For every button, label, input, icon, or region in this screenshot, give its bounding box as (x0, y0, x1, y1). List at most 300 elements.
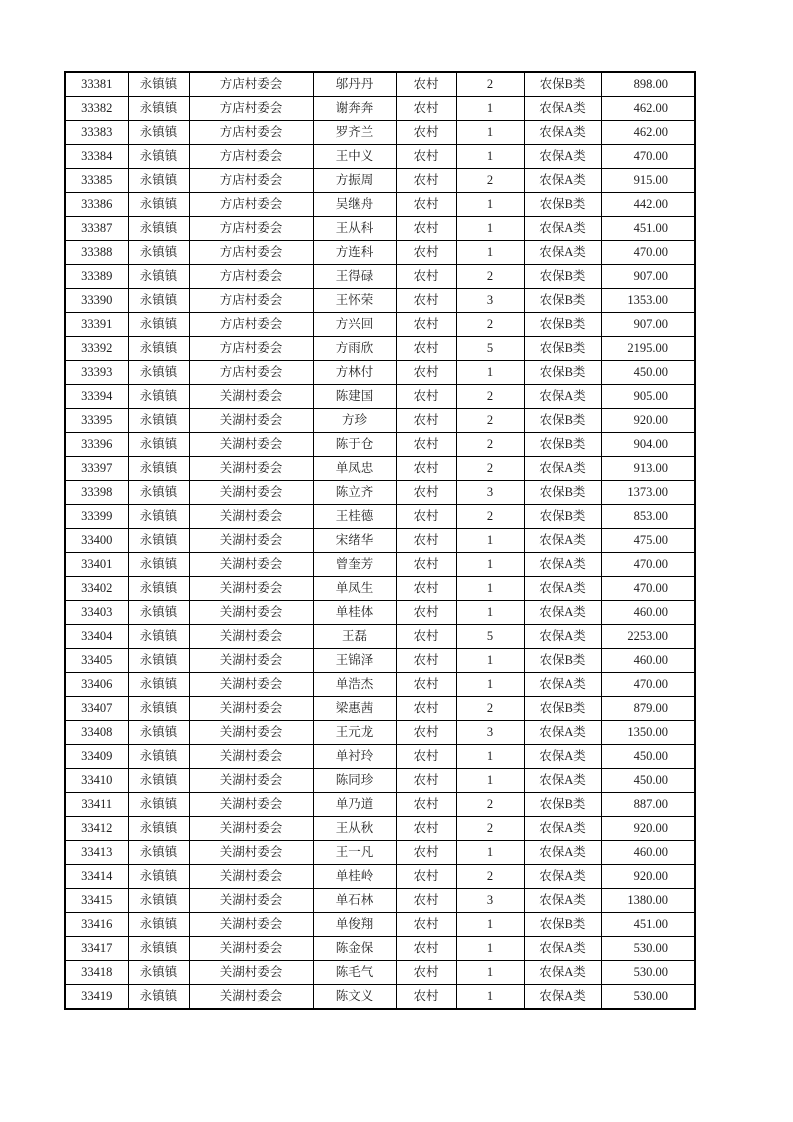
cell-count: 1 (456, 97, 524, 121)
cell-committee: 关湖村委会 (189, 913, 313, 937)
cell-count: 2 (456, 313, 524, 337)
cell-town: 永镇镇 (128, 241, 189, 265)
table-row (65, 97, 695, 121)
cell-count: 1 (456, 745, 524, 769)
cell-count: 1 (456, 961, 524, 985)
cell-town: 永镇镇 (128, 433, 189, 457)
cell-amount: 451.00 (601, 913, 695, 937)
cell-committee: 关湖村委会 (189, 769, 313, 793)
cell-count: 5 (456, 337, 524, 361)
table-row (65, 697, 695, 721)
cell-committee: 关湖村委会 (189, 745, 313, 769)
cell-amount: 904.00 (601, 433, 695, 457)
table-row (65, 193, 695, 217)
cell-amount: 462.00 (601, 97, 695, 121)
cell-id: 33400 (65, 529, 128, 553)
cell-amount: 450.00 (601, 745, 695, 769)
cell-committee: 方店村委会 (189, 97, 313, 121)
cell-type: 农保A类 (524, 865, 601, 889)
cell-count: 1 (456, 841, 524, 865)
cell-count: 1 (456, 361, 524, 385)
cell-residence: 农村 (396, 409, 456, 433)
cell-count: 1 (456, 649, 524, 673)
cell-town: 永镇镇 (128, 817, 189, 841)
cell-type: 农保B类 (524, 289, 601, 313)
cell-name: 单浩杰 (313, 673, 396, 697)
cell-id: 33408 (65, 721, 128, 745)
cell-count: 2 (456, 409, 524, 433)
cell-town: 永镇镇 (128, 697, 189, 721)
cell-count: 1 (456, 217, 524, 241)
table-row (65, 457, 695, 481)
cell-amount: 442.00 (601, 193, 695, 217)
cell-committee: 方店村委会 (189, 217, 313, 241)
cell-amount: 920.00 (601, 409, 695, 433)
cell-committee: 关湖村委会 (189, 817, 313, 841)
cell-id: 33418 (65, 961, 128, 985)
cell-name: 单衬玲 (313, 745, 396, 769)
roster-table-body (65, 72, 695, 1009)
table-row (65, 265, 695, 289)
cell-id: 33410 (65, 769, 128, 793)
cell-residence: 农村 (396, 937, 456, 961)
table-row (65, 385, 695, 409)
cell-id: 33416 (65, 913, 128, 937)
cell-id: 33412 (65, 817, 128, 841)
table-row (65, 865, 695, 889)
cell-id: 33396 (65, 433, 128, 457)
cell-type: 农保A类 (524, 985, 601, 1010)
cell-count: 1 (456, 529, 524, 553)
cell-committee: 方店村委会 (189, 289, 313, 313)
cell-name: 王元龙 (313, 721, 396, 745)
cell-type: 农保A类 (524, 889, 601, 913)
cell-type: 农保A类 (524, 553, 601, 577)
cell-count: 3 (456, 889, 524, 913)
cell-type: 农保A类 (524, 601, 601, 625)
cell-count: 1 (456, 241, 524, 265)
cell-type: 农保B类 (524, 913, 601, 937)
cell-residence: 农村 (396, 481, 456, 505)
cell-count: 1 (456, 601, 524, 625)
cell-id: 33394 (65, 385, 128, 409)
cell-count: 2 (456, 697, 524, 721)
cell-committee: 关湖村委会 (189, 937, 313, 961)
cell-amount: 879.00 (601, 697, 695, 721)
cell-town: 永镇镇 (128, 841, 189, 865)
cell-residence: 农村 (396, 289, 456, 313)
cell-type: 农保B类 (524, 505, 601, 529)
cell-id: 33403 (65, 601, 128, 625)
cell-type: 农保A类 (524, 121, 601, 145)
cell-committee: 关湖村委会 (189, 433, 313, 457)
cell-amount: 530.00 (601, 985, 695, 1010)
cell-type: 农保B类 (524, 313, 601, 337)
cell-name: 方雨欣 (313, 337, 396, 361)
cell-committee: 关湖村委会 (189, 505, 313, 529)
cell-id: 33402 (65, 577, 128, 601)
cell-residence: 农村 (396, 577, 456, 601)
cell-town: 永镇镇 (128, 169, 189, 193)
cell-type: 农保B类 (524, 697, 601, 721)
table-row (65, 409, 695, 433)
cell-amount: 920.00 (601, 865, 695, 889)
cell-id: 33395 (65, 409, 128, 433)
cell-type: 农保A类 (524, 673, 601, 697)
table-row (65, 889, 695, 913)
table-row (65, 769, 695, 793)
table-row (65, 145, 695, 169)
cell-name: 方振周 (313, 169, 396, 193)
cell-id: 33413 (65, 841, 128, 865)
cell-town: 永镇镇 (128, 457, 189, 481)
table-row (65, 529, 695, 553)
table-row (65, 433, 695, 457)
table-row (65, 169, 695, 193)
cell-residence: 农村 (396, 913, 456, 937)
cell-town: 永镇镇 (128, 97, 189, 121)
cell-amount: 915.00 (601, 169, 695, 193)
cell-name: 王中义 (313, 145, 396, 169)
cell-id: 33381 (65, 72, 128, 97)
cell-id: 33414 (65, 865, 128, 889)
table-row (65, 793, 695, 817)
table-row (65, 673, 695, 697)
cell-id: 33419 (65, 985, 128, 1010)
cell-name: 王一凡 (313, 841, 396, 865)
cell-id: 33391 (65, 313, 128, 337)
cell-type: 农保A类 (524, 529, 601, 553)
cell-type: 农保B类 (524, 265, 601, 289)
cell-residence: 农村 (396, 697, 456, 721)
cell-committee: 关湖村委会 (189, 481, 313, 505)
cell-committee: 方店村委会 (189, 121, 313, 145)
cell-town: 永镇镇 (128, 865, 189, 889)
cell-id: 33388 (65, 241, 128, 265)
cell-residence: 农村 (396, 865, 456, 889)
cell-id: 33384 (65, 145, 128, 169)
table-row (65, 913, 695, 937)
cell-amount: 2253.00 (601, 625, 695, 649)
cell-type: 农保A类 (524, 721, 601, 745)
cell-name: 单石林 (313, 889, 396, 913)
cell-type: 农保A类 (524, 385, 601, 409)
cell-committee: 关湖村委会 (189, 889, 313, 913)
cell-committee: 关湖村委会 (189, 793, 313, 817)
cell-town: 永镇镇 (128, 769, 189, 793)
cell-residence: 农村 (396, 265, 456, 289)
cell-committee: 方店村委会 (189, 337, 313, 361)
cell-town: 永镇镇 (128, 193, 189, 217)
table-row (65, 553, 695, 577)
cell-amount: 470.00 (601, 241, 695, 265)
cell-count: 3 (456, 721, 524, 745)
cell-id: 33383 (65, 121, 128, 145)
benefit-roster-table (64, 71, 696, 1010)
cell-amount: 475.00 (601, 529, 695, 553)
cell-id: 33382 (65, 97, 128, 121)
cell-id: 33390 (65, 289, 128, 313)
table-row (65, 841, 695, 865)
cell-name: 宋绪华 (313, 529, 396, 553)
cell-count: 1 (456, 193, 524, 217)
cell-town: 永镇镇 (128, 793, 189, 817)
cell-type: 农保A类 (524, 577, 601, 601)
cell-amount: 470.00 (601, 577, 695, 601)
cell-id: 33407 (65, 697, 128, 721)
cell-type: 农保A类 (524, 841, 601, 865)
cell-amount: 887.00 (601, 793, 695, 817)
cell-town: 永镇镇 (128, 529, 189, 553)
cell-id: 33393 (65, 361, 128, 385)
cell-name: 吴继舟 (313, 193, 396, 217)
cell-count: 2 (456, 433, 524, 457)
cell-type: 农保A类 (524, 625, 601, 649)
cell-name: 王从科 (313, 217, 396, 241)
cell-town: 永镇镇 (128, 961, 189, 985)
cell-id: 33397 (65, 457, 128, 481)
table-row (65, 601, 695, 625)
cell-residence: 农村 (396, 169, 456, 193)
cell-name: 单桂岭 (313, 865, 396, 889)
cell-residence: 农村 (396, 625, 456, 649)
cell-type: 农保B类 (524, 793, 601, 817)
cell-town: 永镇镇 (128, 361, 189, 385)
cell-residence: 农村 (396, 553, 456, 577)
cell-amount: 1350.00 (601, 721, 695, 745)
cell-count: 2 (456, 265, 524, 289)
cell-name: 方林付 (313, 361, 396, 385)
cell-committee: 方店村委会 (189, 169, 313, 193)
cell-count: 3 (456, 289, 524, 313)
cell-town: 永镇镇 (128, 385, 189, 409)
cell-residence: 农村 (396, 337, 456, 361)
cell-count: 2 (456, 817, 524, 841)
cell-town: 永镇镇 (128, 937, 189, 961)
table-row (65, 649, 695, 673)
cell-committee: 关湖村委会 (189, 457, 313, 481)
cell-name: 王从秋 (313, 817, 396, 841)
cell-type: 农保A类 (524, 145, 601, 169)
cell-id: 33406 (65, 673, 128, 697)
cell-count: 2 (456, 865, 524, 889)
table-row (65, 313, 695, 337)
cell-type: 农保A类 (524, 457, 601, 481)
cell-name: 梁惠茜 (313, 697, 396, 721)
cell-committee: 关湖村委会 (189, 865, 313, 889)
cell-count: 1 (456, 145, 524, 169)
table-row (65, 985, 695, 1010)
cell-type: 农保A类 (524, 961, 601, 985)
cell-type: 农保B类 (524, 409, 601, 433)
cell-residence: 农村 (396, 889, 456, 913)
cell-id: 33411 (65, 793, 128, 817)
cell-id: 33386 (65, 193, 128, 217)
cell-name: 王怀荣 (313, 289, 396, 313)
cell-id: 33385 (65, 169, 128, 193)
cell-name: 方兴回 (313, 313, 396, 337)
cell-id: 33405 (65, 649, 128, 673)
cell-amount: 450.00 (601, 769, 695, 793)
cell-committee: 方店村委会 (189, 241, 313, 265)
cell-amount: 450.00 (601, 361, 695, 385)
cell-amount: 470.00 (601, 673, 695, 697)
cell-town: 永镇镇 (128, 265, 189, 289)
cell-residence: 农村 (396, 529, 456, 553)
cell-residence: 农村 (396, 97, 456, 121)
cell-residence: 农村 (396, 193, 456, 217)
cell-committee: 关湖村委会 (189, 529, 313, 553)
cell-id: 33415 (65, 889, 128, 913)
table-row (65, 721, 695, 745)
cell-type: 农保B类 (524, 481, 601, 505)
cell-town: 永镇镇 (128, 72, 189, 97)
cell-amount: 913.00 (601, 457, 695, 481)
cell-amount: 462.00 (601, 121, 695, 145)
cell-count: 1 (456, 553, 524, 577)
cell-town: 永镇镇 (128, 337, 189, 361)
cell-count: 2 (456, 793, 524, 817)
cell-name: 陈金保 (313, 937, 396, 961)
cell-committee: 关湖村委会 (189, 385, 313, 409)
cell-town: 永镇镇 (128, 913, 189, 937)
cell-count: 2 (456, 169, 524, 193)
cell-committee: 关湖村委会 (189, 721, 313, 745)
cell-residence: 农村 (396, 673, 456, 697)
cell-type: 农保A类 (524, 169, 601, 193)
cell-name: 王磊 (313, 625, 396, 649)
cell-id: 33399 (65, 505, 128, 529)
table-row (65, 72, 695, 97)
cell-name: 单乃道 (313, 793, 396, 817)
table-row (65, 745, 695, 769)
table-row (65, 361, 695, 385)
table-row (65, 577, 695, 601)
cell-count: 5 (456, 625, 524, 649)
table-row (65, 505, 695, 529)
cell-residence: 农村 (396, 649, 456, 673)
cell-type: 农保A类 (524, 97, 601, 121)
cell-amount: 460.00 (601, 601, 695, 625)
cell-residence: 农村 (396, 793, 456, 817)
cell-type: 农保A类 (524, 937, 601, 961)
cell-id: 33404 (65, 625, 128, 649)
cell-residence: 农村 (396, 361, 456, 385)
cell-name: 陈文义 (313, 985, 396, 1010)
cell-residence: 农村 (396, 433, 456, 457)
cell-id: 33401 (65, 553, 128, 577)
cell-name: 曾奎芳 (313, 553, 396, 577)
cell-name: 谢奔奔 (313, 97, 396, 121)
cell-type: 农保A类 (524, 217, 601, 241)
cell-committee: 关湖村委会 (189, 577, 313, 601)
cell-count: 3 (456, 481, 524, 505)
cell-amount: 853.00 (601, 505, 695, 529)
cell-town: 永镇镇 (128, 577, 189, 601)
cell-type: 农保B类 (524, 72, 601, 97)
cell-residence: 农村 (396, 817, 456, 841)
cell-town: 永镇镇 (128, 409, 189, 433)
cell-type: 农保B类 (524, 649, 601, 673)
cell-committee: 关湖村委会 (189, 409, 313, 433)
cell-amount: 460.00 (601, 841, 695, 865)
cell-name: 陈立齐 (313, 481, 396, 505)
cell-town: 永镇镇 (128, 121, 189, 145)
table-row (65, 625, 695, 649)
cell-town: 永镇镇 (128, 673, 189, 697)
cell-name: 陈于仓 (313, 433, 396, 457)
cell-name: 王得碌 (313, 265, 396, 289)
cell-committee: 方店村委会 (189, 361, 313, 385)
cell-amount: 898.00 (601, 72, 695, 97)
cell-residence: 农村 (396, 313, 456, 337)
cell-count: 2 (456, 457, 524, 481)
cell-committee: 关湖村委会 (189, 625, 313, 649)
cell-committee: 关湖村委会 (189, 985, 313, 1010)
cell-committee: 关湖村委会 (189, 553, 313, 577)
cell-amount: 1380.00 (601, 889, 695, 913)
cell-type: 农保A类 (524, 817, 601, 841)
cell-amount: 1353.00 (601, 289, 695, 313)
cell-residence: 农村 (396, 505, 456, 529)
cell-town: 永镇镇 (128, 217, 189, 241)
cell-town: 永镇镇 (128, 313, 189, 337)
cell-residence: 农村 (396, 769, 456, 793)
cell-name: 单俊翔 (313, 913, 396, 937)
table-row (65, 121, 695, 145)
cell-town: 永镇镇 (128, 553, 189, 577)
cell-type: 农保B类 (524, 361, 601, 385)
cell-amount: 530.00 (601, 961, 695, 985)
cell-amount: 470.00 (601, 145, 695, 169)
cell-name: 方连科 (313, 241, 396, 265)
cell-id: 33409 (65, 745, 128, 769)
cell-count: 2 (456, 385, 524, 409)
cell-residence: 农村 (396, 841, 456, 865)
cell-residence: 农村 (396, 745, 456, 769)
cell-residence: 农村 (396, 601, 456, 625)
cell-count: 1 (456, 913, 524, 937)
cell-amount: 1373.00 (601, 481, 695, 505)
cell-name: 单桂体 (313, 601, 396, 625)
cell-count: 1 (456, 769, 524, 793)
table-row (65, 937, 695, 961)
table-row (65, 481, 695, 505)
cell-residence: 农村 (396, 457, 456, 481)
cell-count: 1 (456, 673, 524, 697)
cell-name: 单凤忠 (313, 457, 396, 481)
cell-town: 永镇镇 (128, 145, 189, 169)
cell-residence: 农村 (396, 721, 456, 745)
cell-town: 永镇镇 (128, 289, 189, 313)
cell-committee: 方店村委会 (189, 145, 313, 169)
cell-committee: 方店村委会 (189, 72, 313, 97)
cell-amount: 907.00 (601, 265, 695, 289)
cell-type: 农保A类 (524, 241, 601, 265)
cell-residence: 农村 (396, 241, 456, 265)
cell-amount: 470.00 (601, 553, 695, 577)
cell-committee: 方店村委会 (189, 193, 313, 217)
cell-residence: 农村 (396, 961, 456, 985)
cell-amount: 2195.00 (601, 337, 695, 361)
cell-count: 2 (456, 72, 524, 97)
cell-name: 陈建国 (313, 385, 396, 409)
cell-id: 33398 (65, 481, 128, 505)
cell-town: 永镇镇 (128, 721, 189, 745)
cell-town: 永镇镇 (128, 985, 189, 1010)
cell-count: 2 (456, 505, 524, 529)
cell-town: 永镇镇 (128, 889, 189, 913)
